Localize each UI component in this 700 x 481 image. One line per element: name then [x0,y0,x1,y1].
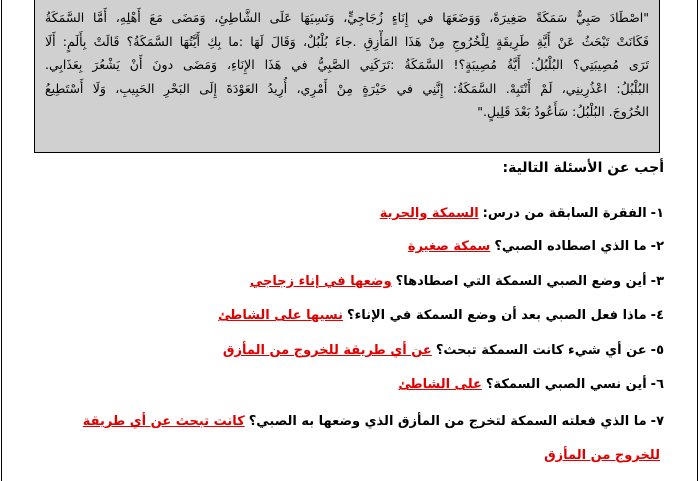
passage-line: الخُرُوجَ. البُلْبُلُ: سَأَعُودُ بَعْدَ قَلِيلٍ." [477,104,649,120]
question-number: ٥- [650,343,664,358]
answer-text: نسيها على الشاطئ [218,308,344,323]
passage-line: البُلْبُلُ: اعْذُرِينِي، لَمْ أَنْتَبِهْ. السَّمَكَةُ: إِنَّنِي في حَيْرَةٍ مِنْ أَمْرِي، أُرِيدُ العَوْدَةَ إِلَى البَحْرِ الحَبِيبِ، وَلَا أَسْتَطِيعُ [45,80,649,96]
passage-line: فَكَانَتْ تَبْحَثُ عَنْ أَيَّةِ طَرِيقَةٍ لِلْخُرُوجِ مِنْ هَذَا المَأْزِقِ .جاءَ بُلْبُلٌ، وَقَالَ لَهَا :ما بِكِ أَيَّتُهَا السَّمَكَةُ؟ قَالَتْ بِأَلَمٍ: أَلَا [45,33,649,49]
passage-box [34,0,660,153]
answer-text: كانت تبحث عن أي طريقة [82,414,245,429]
question-text: ما الذي اصطاده الصبي؟ [494,239,647,254]
answer-text: على الشاطئ [398,377,482,392]
passage-line: تَرَى مُصِيبَتِي؟ البُلْبُلُ: أَيَّةُ مُصِيبَةٍ؟! السَّمَكَةُ :تَرَكَنِي الصَّبِيُّ في هَذَا الإِنَاءِ، وَمَضَى دونَ أَنْ يَشْعُرَ بِعَذَابِي. [45,57,649,73]
question-item [54,202,664,226]
question-item [54,270,664,294]
question-item [54,304,664,328]
question-item [54,373,664,397]
question-number: ٣- [650,274,664,289]
question-item [54,410,664,434]
instruction-heading: أجب عن الأسئلة التالية: [502,160,664,176]
question-text: ماذا فعل الصبي بعد أن وضع السمكة في الإناء؟ [347,308,647,323]
question-text: الفقرة السابقة من درس: [482,206,647,221]
question-text: ما الذي فعلته السمكة لتخرج من المأزق الذي وضعها به الصبي؟ [248,414,647,429]
question-text: أين نسي الصبي السمكة؟ [485,377,647,392]
answer-text: للخروج من المأزق [544,448,660,463]
question-number: ٦- [650,377,664,392]
answer-text: وضعها في إناء زجاجي [249,274,392,289]
question-item [54,339,664,363]
answer-text: عن أي طريقة للخروج من المأزق [222,343,432,358]
answer-text: السمكة والحرية [379,206,479,221]
question-number: ١- [650,206,664,221]
question-number: ٧- [650,414,664,429]
question-number: ٤- [650,308,664,323]
question-text: أين وضع الصبي السمكة التي اصطادها؟ [395,274,647,289]
question-item [54,235,664,259]
passage-line: "اصْطَادَ صَبِيٌّ سَمَكَةً صَغِيرَةً، وَوَضَعَهَا في إِنَاءٍ زُجَاجِيٍّ، وَنَسِيَهَا عَلَى الشَّاطِئِ، وَمَضَى مَعَ أَهْلِهِ، أَمَّا السَّمَكَةُ [45,10,649,25]
question-number: ٢- [650,239,664,254]
answer-continuation [54,444,664,468]
answer-text: سمكة صغيرة [407,239,491,254]
question-text: عن أي شيء كانت السمكة تبحث؟ [435,343,647,358]
